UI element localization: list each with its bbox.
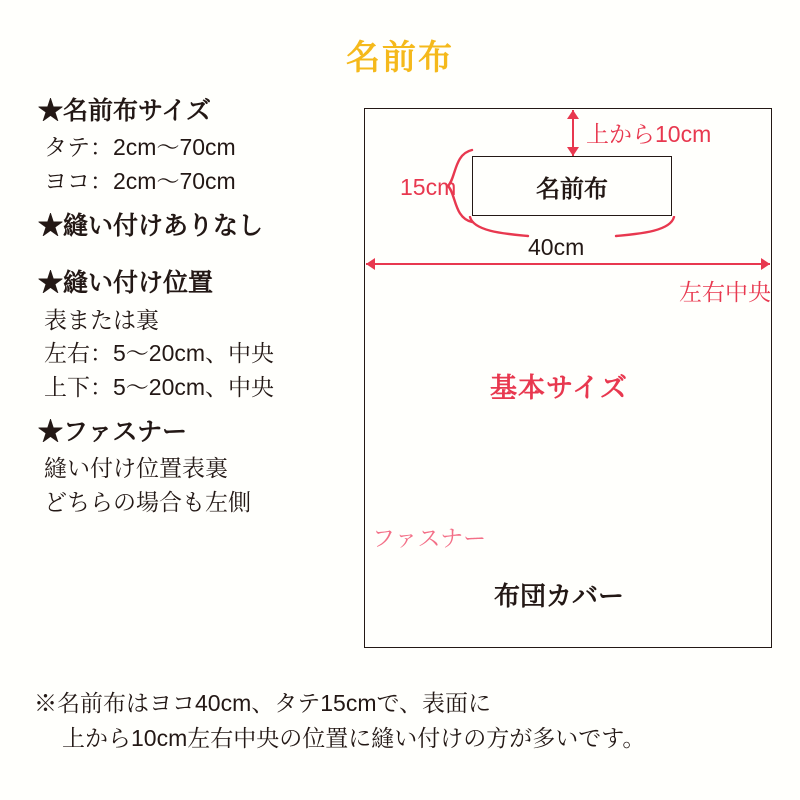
horizontal-center-arrow-icon bbox=[366, 263, 770, 265]
spec-position-heading: ★縫い付け位置 bbox=[38, 269, 214, 298]
spec-size-width: ヨコ：2cm〜70cm bbox=[44, 168, 236, 195]
fastener-label: ファスナー bbox=[372, 525, 487, 551]
spec-sewing-heading: ★縫い付けありなし bbox=[38, 212, 264, 241]
spec-fastener-line1: 縫い付け位置表裏 bbox=[44, 455, 228, 482]
spec-size-heading: ★名前布サイズ bbox=[38, 97, 212, 125]
spec-position-side: 表または裏 bbox=[44, 306, 159, 333]
top-margin-label: 上から10cm bbox=[586, 121, 712, 147]
horizontal-center-label: 左右中央 bbox=[679, 279, 771, 305]
futon-cover-label: 布団カバー bbox=[494, 581, 625, 611]
footnote bbox=[34, 686, 774, 755]
spec-fastener-line2: どちらの場合も左側 bbox=[44, 489, 251, 516]
page-title: 名前布 bbox=[346, 39, 454, 77]
name-cloth-width-label: 40cm bbox=[528, 234, 585, 260]
footnote-line-1: ※名前布はヨコ40cm、タテ15cmで、表面に bbox=[34, 690, 492, 716]
name-cloth-height-label: 15cm bbox=[400, 174, 457, 200]
name-cloth-label: 名前布 bbox=[536, 175, 608, 203]
top-margin-arrow-icon bbox=[572, 110, 574, 156]
futon-cover-diagram bbox=[360, 108, 775, 653]
name-cloth-rectangle bbox=[472, 156, 672, 216]
footnote-line-2: 上から10cm左右中央の位置に縫い付けの方が多いです。 bbox=[62, 724, 646, 751]
basic-size-label: 基本サイズ bbox=[490, 373, 628, 403]
specification-list bbox=[38, 96, 358, 522]
spec-size-height: タテ：2cm〜70cm bbox=[44, 134, 236, 161]
spec-position-tb: 上下：5〜20cm、中央 bbox=[44, 374, 275, 401]
spec-position-lr: 左右：5〜20cm、中央 bbox=[44, 340, 275, 367]
spec-fastener-heading: ★ファスナー bbox=[38, 418, 188, 447]
